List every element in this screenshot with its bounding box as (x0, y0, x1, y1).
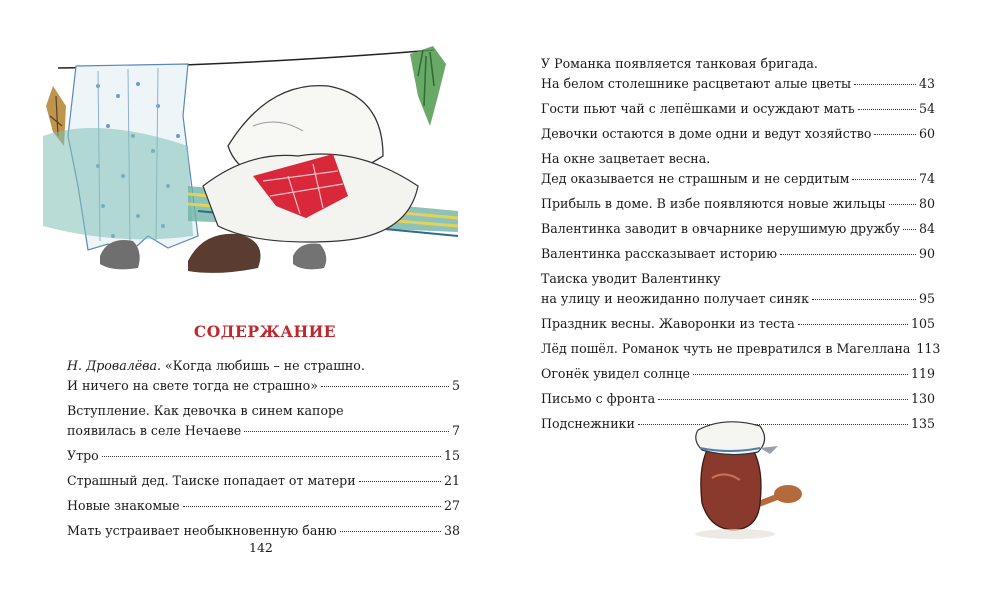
entry-title: Валентинка заводит в овчарнике нерушимую дружбу (541, 221, 901, 236)
entry-line: Вступление. Как девочка в синем капоре (67, 403, 344, 418)
entry-page: 43 (918, 76, 935, 91)
toc-entry[interactable] (541, 124, 935, 144)
dot-leader (183, 506, 441, 507)
dot-leader (340, 531, 441, 532)
entry-page: 74 (918, 171, 935, 186)
toc-entry[interactable] (67, 446, 460, 466)
entry-title: появилась в селе Нечаеве (67, 423, 242, 438)
dot-leader (693, 374, 908, 375)
entry-page: 7 (451, 423, 460, 438)
entry-title: Мать устраивает необыкновенную баню (67, 523, 337, 538)
entry-page: 60 (918, 126, 935, 141)
dot-leader (359, 481, 441, 482)
toc-entry[interactable] (541, 339, 941, 359)
entry-page: 84 (918, 221, 935, 236)
entry-page: 80 (918, 196, 935, 211)
entry-line: На окне зацветает весна. (541, 151, 711, 166)
dot-leader (798, 324, 908, 325)
contents-heading: СОДЕРЖАНИЕ (193, 322, 337, 341)
toc-entry[interactable] (541, 244, 935, 264)
illustration-bedroom (38, 36, 478, 281)
entry-title: Письмо с фронта (541, 391, 656, 406)
dot-leader (903, 229, 916, 230)
dot-leader (102, 456, 441, 457)
dot-leader (780, 254, 916, 255)
toc-entry[interactable] (541, 314, 935, 334)
entry-author: Н. Дровалёва. (67, 358, 162, 373)
toc-entry[interactable] (67, 356, 460, 396)
entry-title: На белом столешнике расцветают алые цветы (541, 76, 852, 91)
entry-title: Утро (67, 448, 99, 463)
entry-page: 90 (918, 246, 935, 261)
entry-title: Подснежники (541, 416, 635, 431)
entry-page: 38 (443, 523, 460, 538)
toc-entry[interactable] (67, 496, 460, 516)
toc-entry[interactable] (541, 364, 935, 384)
entry-title: Праздник весны. Жаворонки из теста (541, 316, 795, 331)
toc-entry[interactable] (541, 54, 935, 94)
dot-leader (874, 134, 915, 135)
entry-page: 21 (443, 473, 460, 488)
dot-leader (858, 109, 916, 110)
entry-page: 15 (443, 448, 460, 463)
toc-entry[interactable] (541, 219, 935, 239)
entry-title: Новые знакомые (67, 498, 180, 513)
entry-title: Девочки остаются в доме одни и ведут хозяйство (541, 126, 872, 141)
toc-entry[interactable] (541, 194, 935, 214)
entry-page: 119 (910, 366, 935, 381)
toc-right-column (541, 54, 941, 439)
dot-leader (812, 299, 916, 300)
entry-page: 130 (910, 391, 935, 406)
dot-leader (244, 431, 449, 432)
entry-title: Прибыль в доме. В избе появляются новые жильцы (541, 196, 886, 211)
entry-page: 27 (443, 498, 460, 513)
entry-page: 105 (910, 316, 935, 331)
toc-entry[interactable] (67, 521, 460, 541)
dot-leader (658, 399, 908, 400)
dot-leader (854, 84, 916, 85)
entry-page: 95 (918, 291, 935, 306)
dot-leader (889, 204, 916, 205)
toc-entry[interactable] (541, 99, 935, 119)
entry-title: И ничего на свете тогда не страшно» (67, 378, 318, 393)
entry-page: 113 (916, 341, 941, 356)
entry-title: Лёд пошёл. Романок чуть не превратился в Магеллана (541, 341, 911, 356)
entry-title: Гости пьют чай с лепёшками и осуждают мать (541, 101, 855, 116)
entry-title: Страшный дед. Таиске попадает от матери (67, 473, 356, 488)
entry-line: «Когда любишь – не страшно. (165, 358, 365, 373)
illustration-jar-spoon (680, 408, 810, 548)
entry-line: Таиска уводит Валентинку (541, 271, 721, 286)
dot-leader (321, 386, 449, 387)
toc-entry[interactable] (541, 149, 935, 189)
entry-title: Дед оказывается не страшным и не сердитым (541, 171, 850, 186)
toc-entry[interactable] (67, 401, 460, 441)
entry-title: Валентинка рассказывает историю (541, 246, 778, 261)
entry-title: на улицу и неожиданно получает синяк (541, 291, 809, 306)
entry-line: У Романка появляется танковая бригада. (541, 56, 818, 71)
toc-entry[interactable] (541, 389, 935, 409)
entry-page: 135 (910, 416, 935, 431)
toc-entry[interactable] (541, 269, 935, 309)
entry-title: Огонёк увидел солнце (541, 366, 690, 381)
entry-page: 5 (451, 378, 460, 393)
entry-page: 54 (918, 101, 935, 116)
toc-entry[interactable] (67, 471, 460, 491)
dot-leader (852, 179, 916, 180)
page-number: 142 (249, 540, 273, 555)
toc-left-column (67, 356, 460, 546)
